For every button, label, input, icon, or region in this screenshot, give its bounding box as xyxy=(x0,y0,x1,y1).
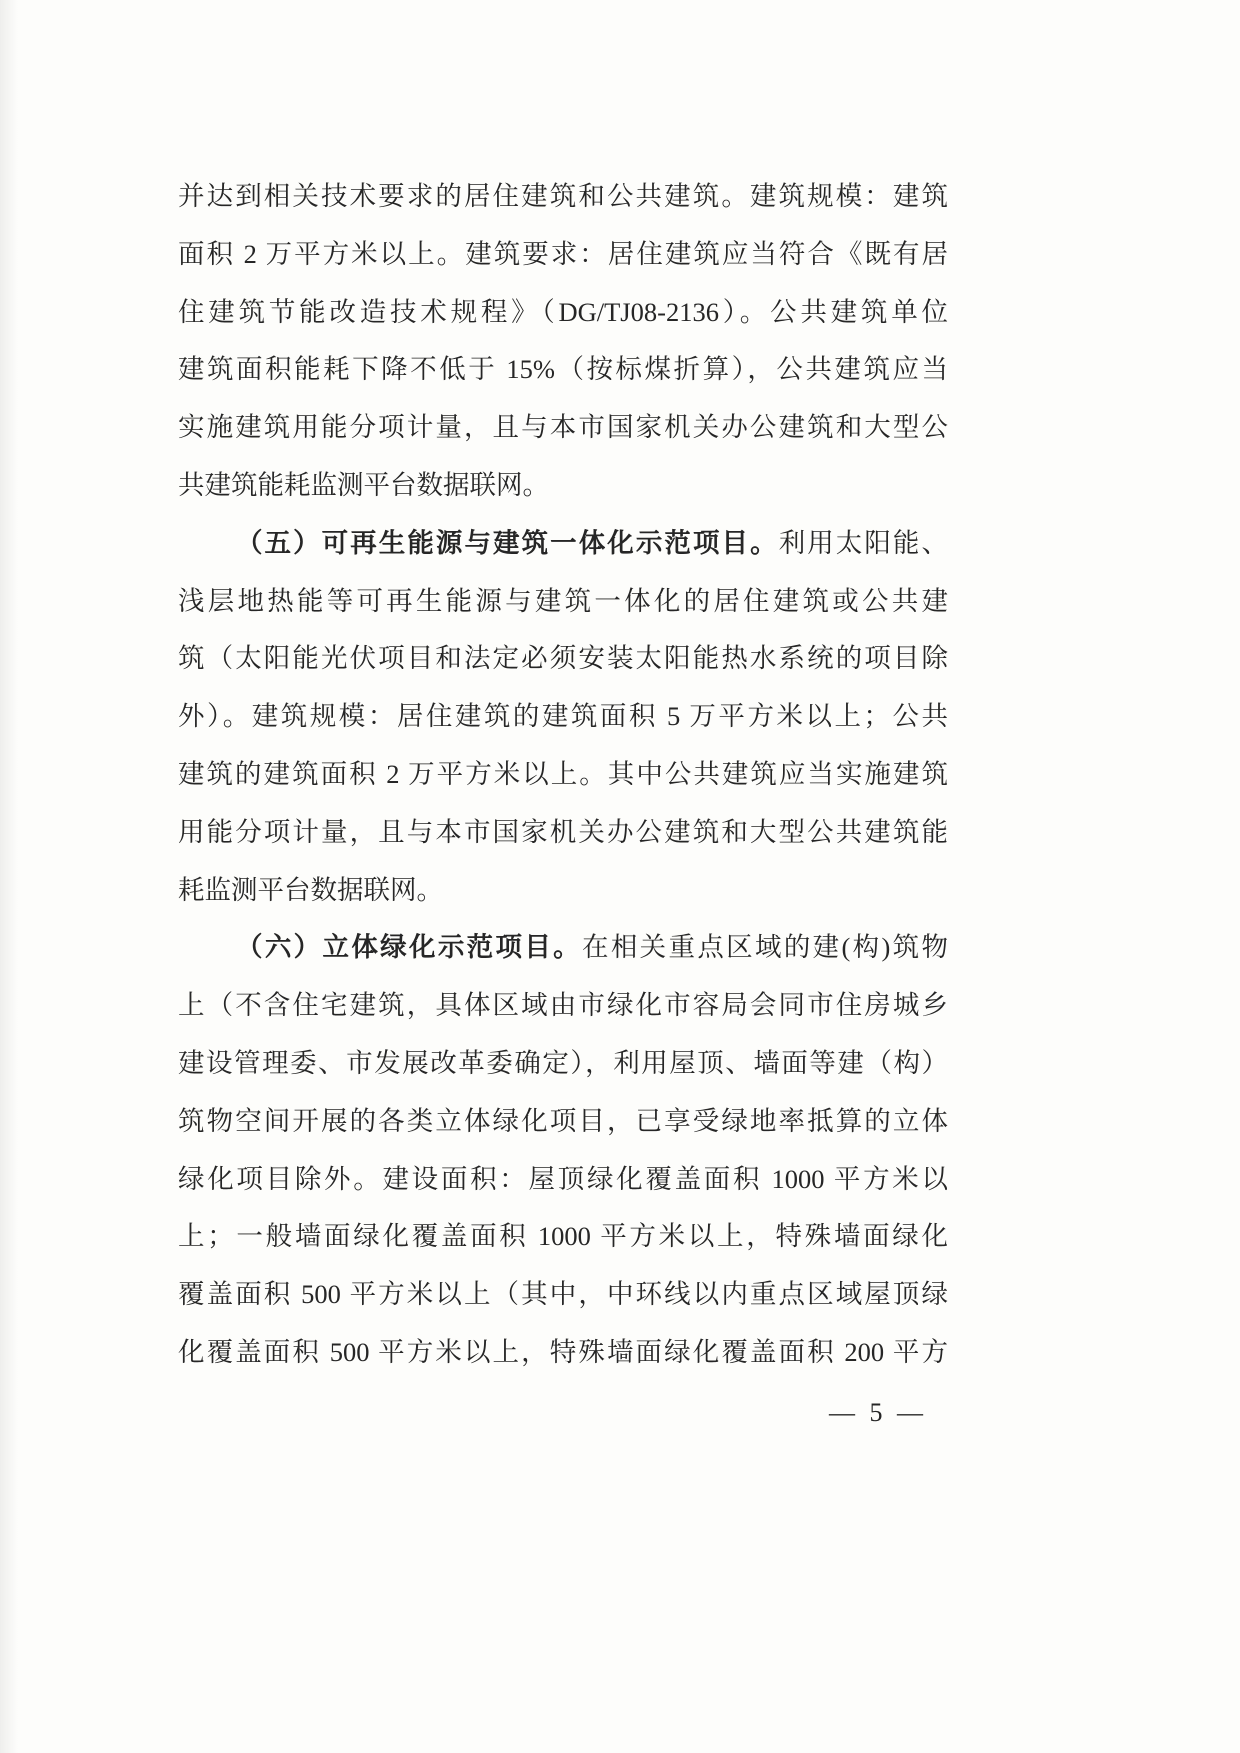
text-line: 上（不含住宅建筑，具体区域由市绿化市容局会同市住房城乡 xyxy=(178,990,948,1021)
text-line: 建筑的建筑面积 2 万平方米以上。其中公共建筑应当实施建筑 xyxy=(178,758,948,789)
text-line: 耗监测平台数据联网。 xyxy=(178,874,443,905)
text-line: 覆盖面积 500 平方米以上（其中，中环线以内重点区域屋顶绿 xyxy=(178,1279,948,1310)
scan-edge-shadow xyxy=(0,0,18,1753)
text-run: 利用太阳能、 xyxy=(778,527,948,558)
text-line: 化覆盖面积 500 平方米以上，特殊墙面绿化覆盖面积 200 平方 xyxy=(178,1336,948,1367)
text-line xyxy=(178,515,948,573)
text-line: 筑物空间开展的各类立体绿化项目，已享受绿地率抵算的立体 xyxy=(178,1105,948,1136)
text-line: 面积 2 万平方米以上。建筑要求：居住建筑应当符合《既有居 xyxy=(178,238,948,269)
text-line xyxy=(178,919,948,977)
section-heading: （五）可再生能源与建筑一体化示范项目。 xyxy=(236,527,779,558)
text-line: 外）。建筑规模：居住建筑的建筑面积 5 万平方米以上；公共 xyxy=(178,701,948,732)
paragraph-building-retrofit xyxy=(178,168,948,515)
text-run: 在相关重点区域的建(构)筑物 xyxy=(582,932,949,963)
text-line: 共建筑能耗监测平台数据联网。 xyxy=(178,469,549,500)
text-line: 用能分项计量，且与本市国家机关办公建筑和大型公共建筑能 xyxy=(178,816,948,847)
text-line: 上；一般墙面绿化覆盖面积 1000 平方米以上，特殊墙面绿化 xyxy=(178,1221,948,1252)
text-line: 并达到相关技术要求的居住建筑和公共建筑。建筑规模：建筑 xyxy=(178,181,948,211)
text-line: 浅层地热能等可再生能源与建筑一体化的居住建筑或公共建 xyxy=(178,585,948,616)
text-line: 建筑面积能耗下降不低于 15%（按标煤折算），公共建筑应当 xyxy=(178,354,948,385)
text-line: 住建筑节能改造技术规程》（DG/TJ08-2136）。公共建筑单位 xyxy=(178,296,948,327)
text-line: 实施建筑用能分项计量，且与本市国家机关办公建筑和大型公 xyxy=(178,412,948,443)
section-heading: （六）立体绿化示范项目。 xyxy=(236,932,583,963)
text-line: 筑（太阳能光伏项目和法定必须安装太阳能热水系统的项目除 xyxy=(178,643,948,674)
paragraph-vertical-greening xyxy=(178,919,948,1381)
document-body xyxy=(178,168,948,1382)
text-line: 建设管理委、市发展改革委确定），利用屋顶、墙面等建（构） xyxy=(178,1047,948,1078)
paragraph-renewable-energy xyxy=(178,515,948,920)
text-line: 绿化项目除外。建设面积：屋顶绿化覆盖面积 1000 平方米以 xyxy=(178,1163,948,1194)
page-number: — 5 — xyxy=(829,1398,927,1427)
